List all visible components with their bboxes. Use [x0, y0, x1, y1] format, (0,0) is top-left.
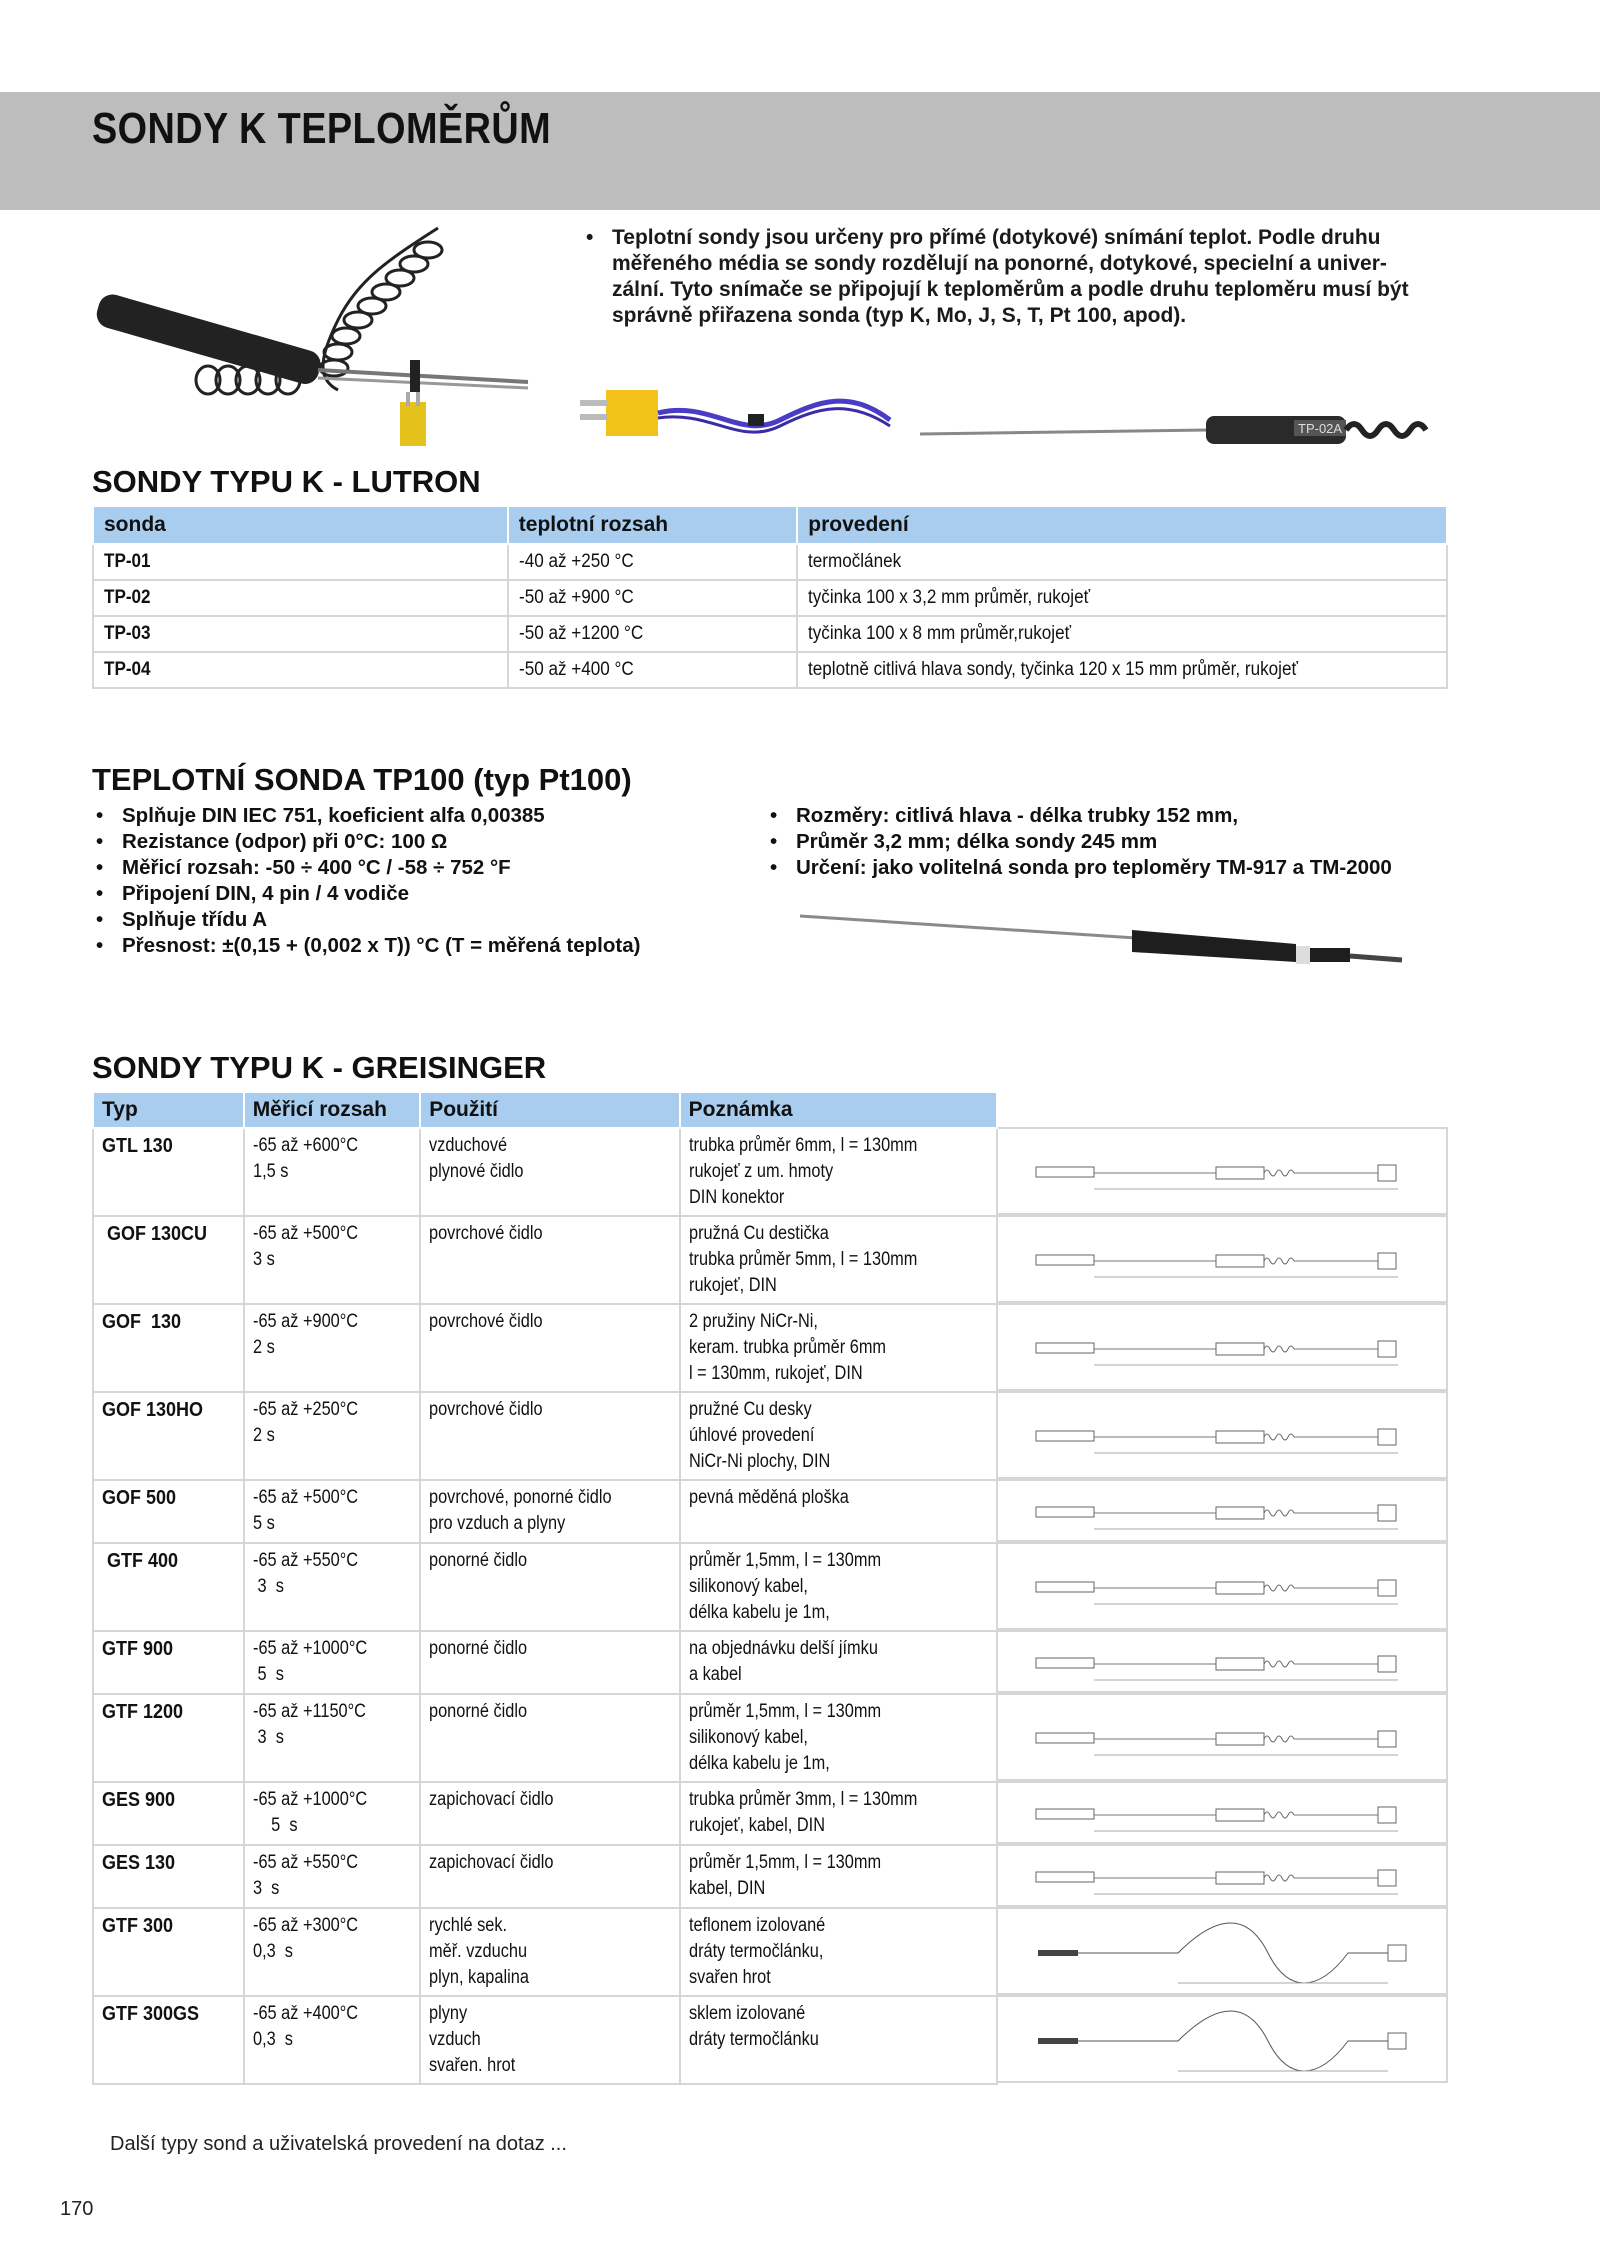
table-cell: -50 až +1200 °C [518, 623, 644, 644]
table-cell: NiCr-Ni plochy, DIN [688, 1451, 830, 1472]
table-cell: -40 až +250 °C [518, 551, 634, 572]
table-cell: rukojeť, DIN [688, 1275, 777, 1296]
lutron-table [92, 505, 1448, 689]
table-cell: 2 s [252, 1425, 275, 1446]
bullet-text: Určení: jako volitelná sonda pro teploměry TM-917 a TM-2000 [796, 856, 1392, 879]
table-cell: rychlé sek. [429, 1915, 508, 1936]
table-cell: GTF 900 [102, 1638, 174, 1660]
table-cell: termočlánek [808, 551, 902, 572]
table-row [93, 580, 1447, 616]
table-cell: 2 pružiny NiCr-Ni, [688, 1311, 818, 1332]
column-header: Poznámka [680, 1092, 997, 1128]
table-cell: -50 až +900 °C [518, 587, 634, 608]
table-cell: plyny [429, 2003, 468, 2024]
table-row [93, 544, 1447, 580]
table-cell: zapichovací čidlo [429, 1852, 554, 1873]
table-cell: TP-02 [104, 587, 151, 608]
table-cell: GES 900 [102, 1789, 176, 1811]
tp100-title: TEPLOTNÍ SONDA TP100 (typ Pt100) [92, 762, 632, 797]
footer-note: Další typy sond a uživatelská provedení na dotaz ... [110, 2133, 567, 2155]
table-cell: 3 s [252, 1727, 284, 1748]
table-cell: rukojeť, kabel, DIN [688, 1815, 825, 1836]
table-cell: zapichovací čidlo [429, 1789, 554, 1810]
table-cell: pružná Cu destička [688, 1223, 829, 1244]
greisinger-table [92, 1091, 998, 2085]
probe-drawing [998, 1693, 1448, 1781]
table-row [93, 1543, 997, 1631]
table-cell: teflonem izolované [688, 1915, 825, 1936]
table-cell: trubka průměr 3mm, l = 130mm [688, 1789, 918, 1810]
table-cell: 5 s [252, 1815, 298, 1836]
connector-wire-photo [570, 380, 900, 450]
table-cell: silikonový kabel, [688, 1727, 808, 1748]
column-header: Použití [420, 1092, 679, 1128]
table-cell: 5 s [252, 1664, 284, 1685]
table-cell: -65 až +300°C [252, 1915, 358, 1936]
table-cell: 3 s [252, 1878, 280, 1899]
table-cell: tyčinka 100 x 3,2 mm průměr, rukojeť [808, 587, 1091, 608]
table-cell: povrchové, ponorné čidlo [429, 1487, 612, 1508]
table-row [93, 616, 1447, 652]
table-row [93, 1304, 997, 1392]
table-cell: GOF 130 [102, 1311, 182, 1333]
table-cell: 3 s [252, 1249, 275, 1270]
intro-line: Teplotní sondy jsou určeny pro přímé (dotykové) snímání teplot. Podle druhu [612, 226, 1381, 249]
table-header-row [93, 506, 1447, 544]
table-cell: -65 až +550°C [252, 1550, 358, 1571]
probe-drawing [998, 1995, 1448, 2083]
table-cell: GTF 400 [102, 1550, 179, 1572]
probe-drawing [998, 1542, 1448, 1630]
bullet-text: Rezistance (odpor) při 0°C: 100 Ω [122, 830, 448, 853]
table-cell: 0,3 s [252, 1941, 293, 1962]
table-cell: ponorné čidlo [429, 1701, 528, 1722]
table-row [93, 1631, 997, 1694]
table-row [93, 1694, 997, 1782]
table-cell: silikonový kabel, [688, 1576, 808, 1597]
bullet-text: Připojení DIN, 4 pin / 4 vodiče [122, 882, 410, 905]
table-cell: dráty termočlánku, [688, 1941, 824, 1962]
probe-drawing [998, 1215, 1448, 1303]
table-cell: sklem izolované [688, 2003, 805, 2024]
column-header: provedení [797, 506, 1447, 544]
table-cell: GOF 130CU [102, 1223, 208, 1245]
probe-drawing [998, 1391, 1448, 1479]
table-cell: ponorné čidlo [429, 1550, 528, 1571]
table-cell: vzduchové [429, 1135, 508, 1156]
table-row [93, 1782, 997, 1845]
coiled-probe-photo [88, 220, 536, 456]
table-cell: -65 až +1000°C [252, 1789, 367, 1810]
table-cell: kabel, DIN [688, 1878, 765, 1899]
tp100-right-bullets: • Rozměry: citlivá hlava - délka trubky 152 mm, • Průměr 3,2 mm; délka sondy 245 mm • Určení: jako volitelná sonda pro teploměry TM-917 a TM-2000 [770, 804, 1392, 879]
table-cell: -65 až +1000°C [252, 1638, 367, 1659]
intro-line: měřeného média se sondy rozdělují na ponorné, dotykové, specielní a univer- [612, 252, 1387, 275]
table-cell: povrchové čidlo [429, 1399, 543, 1420]
bullet-text: Průměr 3,2 mm; délka sondy 245 mm [796, 830, 1158, 853]
table-cell: TP-04 [104, 659, 151, 680]
probe-drawing [998, 1781, 1448, 1844]
table-cell: průměr 1,5mm, l = 130mm [688, 1550, 881, 1571]
table-cell: svařen. hrot [429, 2055, 516, 2076]
table-cell: průměr 1,5mm, l = 130mm [688, 1852, 881, 1873]
table-cell: -65 až +1150°C [252, 1701, 366, 1722]
table-cell: GOF 500 [102, 1487, 177, 1509]
tp02a-probe-photo [918, 410, 1448, 450]
table-cell: pro vzduch a plyny [429, 1513, 566, 1534]
bullet-text: Splňuje třídu A [122, 908, 268, 931]
intro-line: správně přiřazena sonda (typ K, Mo, J, S, T, Pt 100, apod). [612, 304, 1187, 327]
table-cell: úhlové provedení [688, 1425, 814, 1446]
page-title: SONDY K TEPLOMĚRŮM [92, 104, 552, 153]
intro-line: zální. Tyto snímače se připojují k teploměrům a podle druhu teploměru musí být [612, 278, 1409, 301]
column-header: sonda [93, 506, 508, 544]
table-cell: trubka průměr 5mm, l = 130mm [688, 1249, 918, 1270]
table-cell: délka kabelu je 1m, [688, 1753, 830, 1774]
column-header: Měřicí rozsah [244, 1092, 421, 1128]
table-cell: -65 až +600°C [252, 1135, 358, 1156]
table-cell: průměr 1,5mm, l = 130mm [688, 1701, 881, 1722]
table-cell: -50 až +400 °C [518, 659, 634, 680]
probe-drawing [998, 1630, 1448, 1693]
table-cell: GES 130 [102, 1852, 176, 1874]
greisinger-title: SONDY TYPU K - GREISINGER [92, 1050, 547, 1085]
bullet-text: Rozměry: citlivá hlava - délka trubky 152 mm, [796, 804, 1239, 827]
table-cell: DIN konektor [688, 1187, 784, 1208]
table-cell: povrchové čidlo [429, 1223, 543, 1244]
bullet-text: Splňuje DIN IEC 751, koeficient alfa 0,00385 [122, 804, 545, 827]
table-cell: na objednávku delší jímku [688, 1638, 878, 1659]
probe-label: TP-02A [1298, 421, 1343, 436]
table-cell: TP-03 [104, 623, 151, 644]
tp100-left-bullets: • Splňuje DIN IEC 751, koeficient alfa 0,00385 • Rezistance (odpor) při 0°C: 100 Ω • Měřicí rozsah: -50 ÷ 400 °C / -58 ÷ 752 °F • Připojení DIN, 4 pin / 4 vodiče • Splňuje třídu A • Přesnost: ±(0,15 + (0,002 x T)) °C (T = měřená teplota) [96, 804, 641, 957]
table-cell: -65 až +900°C [252, 1311, 358, 1332]
table-cell: teplotně citlivá hlava sondy, tyčinka 120 x 15 mm průměr, rukojeť [808, 659, 1299, 680]
table-row [93, 1845, 997, 1908]
table-cell: plyn, kapalina [429, 1967, 530, 1988]
page-number: 170 [60, 2198, 94, 2220]
table-cell: trubka průměr 6mm, l = 130mm [688, 1135, 918, 1156]
table-row [93, 1216, 997, 1304]
table-cell: -65 až +400°C [252, 2003, 358, 2024]
probe-drawing [998, 1844, 1448, 1907]
probe-drawing [998, 1127, 1448, 1215]
table-row [93, 1392, 997, 1480]
table-cell: -65 až +500°C [252, 1487, 358, 1508]
table-row [93, 1128, 997, 1216]
table-cell: -65 až +500°C [252, 1223, 358, 1244]
probe-drawing [998, 1479, 1448, 1542]
table-cell: keram. trubka průměr 6mm [688, 1337, 886, 1358]
table-row [93, 1480, 997, 1543]
table-cell: povrchové čidlo [429, 1311, 543, 1332]
bullet-text: Měřicí rozsah: -50 ÷ 400 °C / -58 ÷ 752 °F [122, 856, 511, 879]
table-cell: 2 s [252, 1337, 275, 1358]
table-cell: vzduch [429, 2029, 481, 2050]
lutron-title: SONDY TYPU K - LUTRON [92, 464, 481, 499]
bullet-text: Přesnost: ±(0,15 + (0,002 x T)) °C (T = měřená teplota) [122, 934, 641, 957]
intro-bullet: • Teplotní sondy jsou určeny pro přímé (dotykové) snímání teplot. Podle druhu měřeného média se sondy rozdělují na ponorné, dotykové, specielní a univer- zální. Tyto snímače se připojují k teploměrům a podle druhu teploměru musí být správně přiřazena sonda (typ K, Mo, J, S, T, Pt 100, apod). [586, 226, 1409, 327]
table-cell: tyčinka 100 x 8 mm průměr,rukojeť [808, 623, 1072, 644]
table-cell: 1,5 s [252, 1161, 289, 1182]
column-header: teplotní rozsah [508, 506, 798, 544]
table-cell: ponorné čidlo [429, 1638, 528, 1659]
table-cell: -65 až +250°C [252, 1399, 358, 1420]
probe-drawings [998, 1127, 1448, 2083]
table-cell: 0,3 s [252, 2029, 293, 2050]
table-cell: -65 až +550°C [252, 1852, 358, 1873]
column-header: Typ [93, 1092, 244, 1128]
probe-drawing [998, 1907, 1448, 1995]
probe-drawing [998, 1303, 1448, 1391]
table-cell: GTF 300GS [102, 2003, 200, 2025]
table-row [93, 652, 1447, 688]
table-cell: 3 s [252, 1576, 284, 1597]
table-row [93, 1996, 997, 2084]
table-cell: svařen hrot [688, 1967, 771, 1988]
table-cell: pružné Cu desky [688, 1399, 812, 1420]
table-cell: GTL 130 [102, 1135, 173, 1157]
table-cell: GOF 130HO [102, 1399, 204, 1421]
table-header-row [93, 1092, 997, 1128]
table-cell: rukojeť z um. hmoty [688, 1161, 833, 1182]
pt100-probe-photo [796, 900, 1406, 974]
table-cell: pevná měděná ploška [688, 1487, 849, 1508]
table-cell: l = 130mm, rukojeť, DIN [688, 1363, 863, 1384]
table-cell: GTF 1200 [102, 1701, 184, 1723]
table-cell: 5 s [252, 1513, 275, 1534]
table-cell: měř. vzduchu [429, 1941, 528, 1962]
table-row [93, 1908, 997, 1996]
table-cell: plynové čidlo [429, 1161, 524, 1182]
table-cell: TP-01 [104, 551, 151, 572]
table-cell: a kabel [688, 1664, 742, 1685]
table-cell: délka kabelu je 1m, [688, 1602, 830, 1623]
table-cell: dráty termočlánku [688, 2029, 819, 2050]
table-cell: GTF 300 [102, 1915, 174, 1937]
